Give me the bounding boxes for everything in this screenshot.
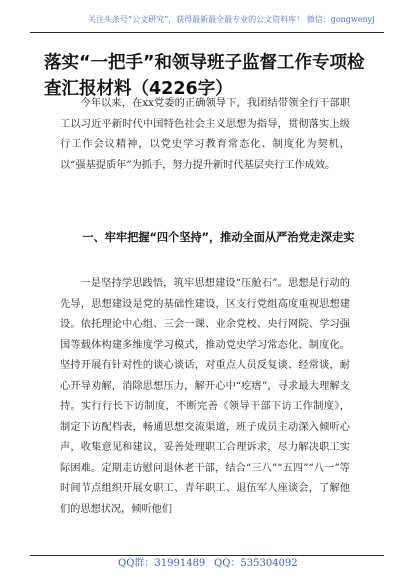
body-paragraph-1: 一是坚持学思践悟，筑牢思想建设“压舱石”。思想是行动的先导，思想建设是党的基础性建设，区支行党组高度重视思想建设。依托理论中心组、三会一课、业余党校、央行网院、学习强国等载体构建多维度学习模式，推动党史学习常态化、制度化。坚持开展有针对性的谈心谈话，对重点人员反复谈、经常谈，耐心开导劝解，消除思想压力，解开心中“疙瘩”，寻求最大理解支持。实行行长下访制度，不断完善《领导干部下访工作制度》，制定下访配档表，畅通思想交流渠道，班子成员主动深入倾听心声，收集意见和建议，妥善处理职工合理诉求，尽力解决职工实际困难。定期走访慰问退休老干部，结合“三八”“五四”“八一”等时间节点组织开展女职工、青年职工、退伍军人座谈会，了解他们的思想状况，倾听他们 — [60, 278, 350, 515]
section-heading-1: 一、牢牢把握“四个坚持”，推动全面从严治党走深走实 — [82, 231, 355, 244]
header-divider — [30, 32, 384, 33]
footer-qq-contact: QQ：535304092 — [214, 558, 298, 569]
footer-qq-group: QQ群：31991489 — [118, 558, 206, 569]
header-promo-banner: 关注头条号“公文研究”，获得最新最全最专业的公文资料库！ 微信：gongwenyj — [88, 15, 375, 24]
footer-divider — [30, 555, 384, 556]
intro-paragraph: 今年以来，在xx党委的正确领导下，我团结带领全行干部职工以习近平新时代中国特色社会主义思想为指导，贯彻落实上级行工作会议精神，以党史学习教育常态化、制度化为契机，以“强基提质年”为抓手，努力提升新时代基层央行工作成效。 — [60, 98, 350, 171]
document-title: 落实“一把手”和领导班子监督工作专项检查汇报材料（4226字） — [44, 53, 365, 99]
